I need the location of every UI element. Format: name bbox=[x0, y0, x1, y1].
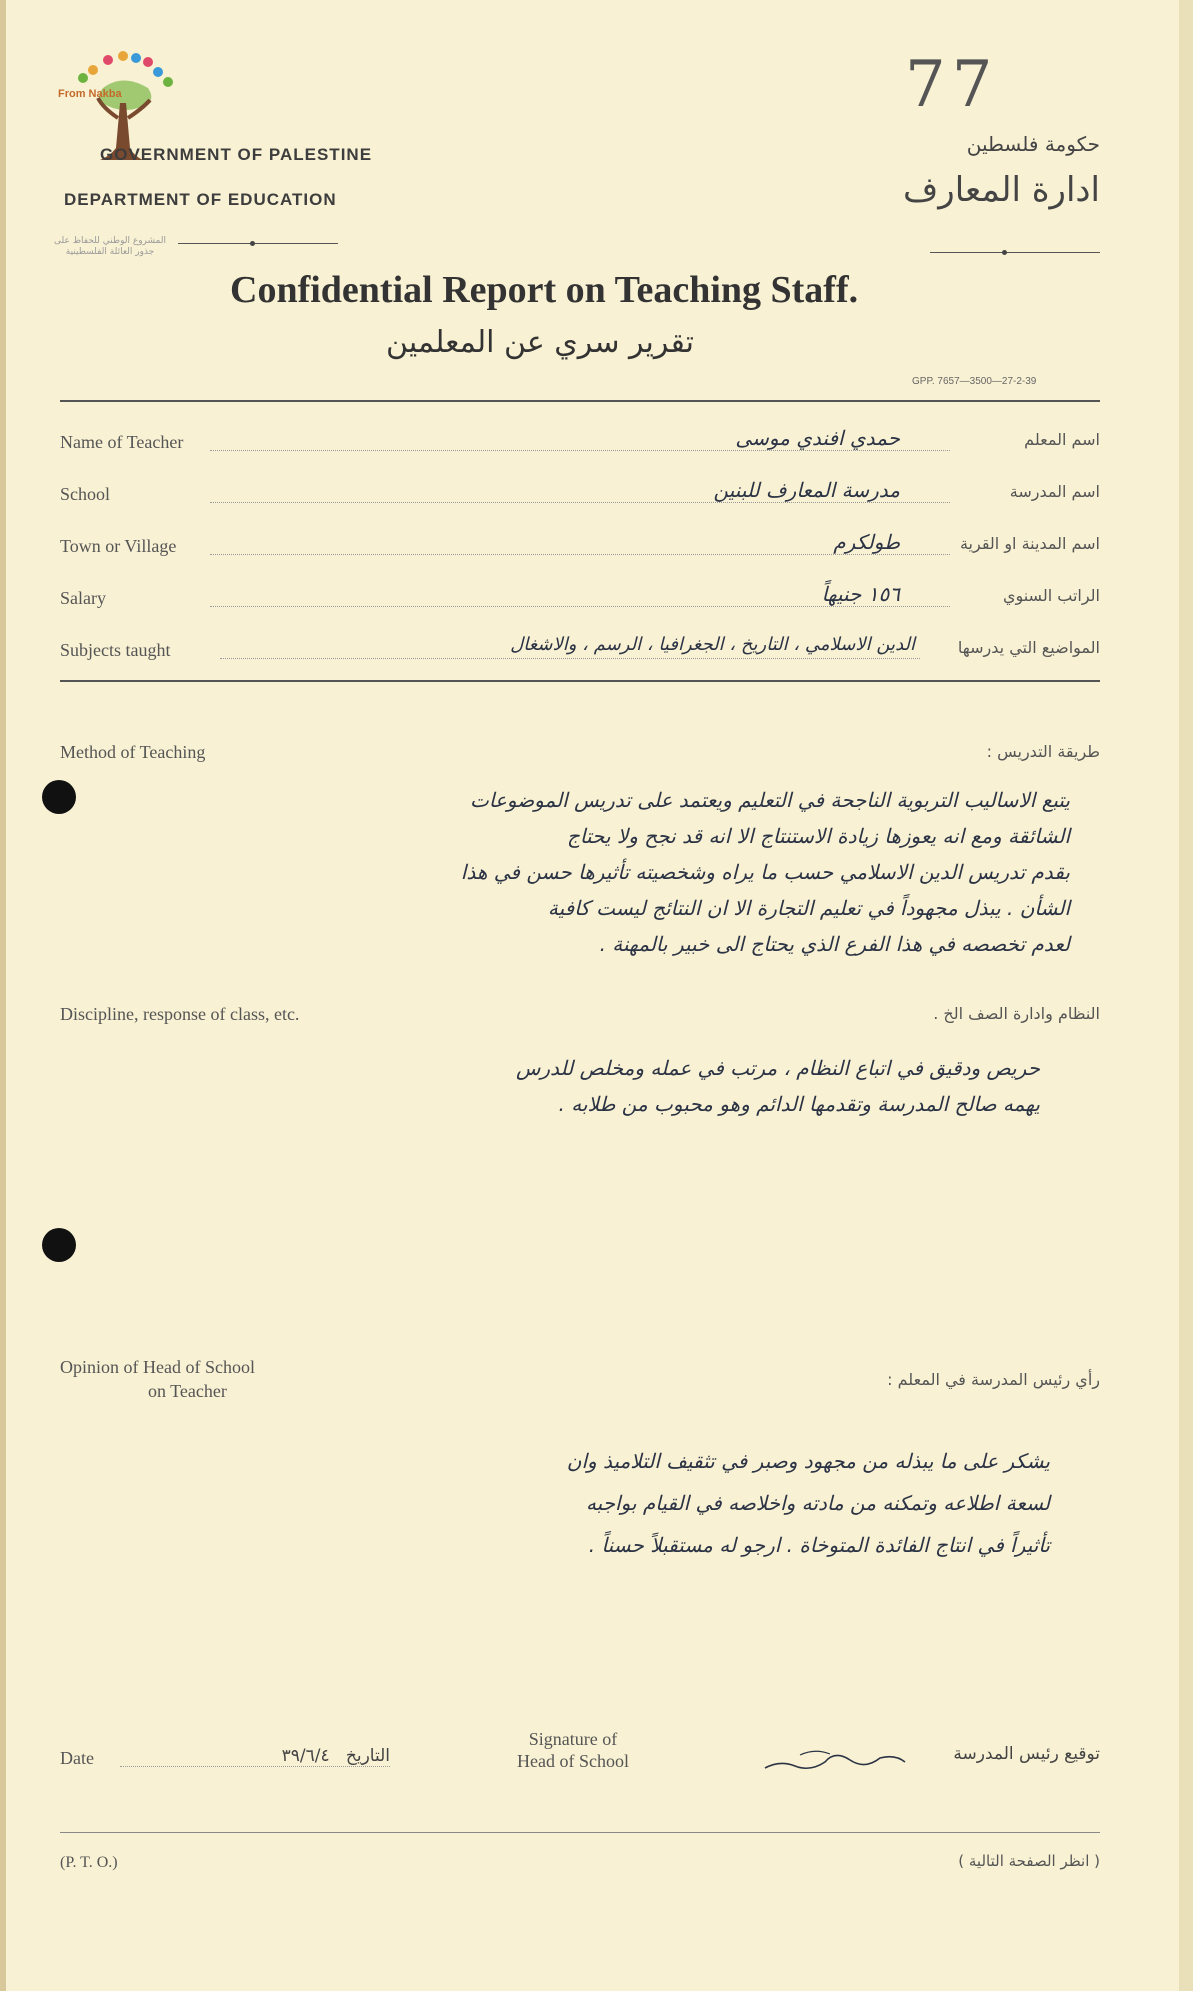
date-field bbox=[120, 1746, 390, 1767]
field-label-en: Town or Village bbox=[60, 536, 177, 556]
field-salary bbox=[60, 584, 1100, 624]
date-label-en: Date bbox=[60, 1748, 94, 1768]
opinion-line: تأثيراً في انتاج الفائدة المتوخاة . ارجو له مستقبلاً حسناً . bbox=[588, 1533, 1050, 1557]
field-value: طولكرم bbox=[833, 530, 900, 554]
field-name-of-teacher bbox=[60, 428, 1100, 468]
method-line: الشائقة ومع انه يعوزها زيادة الاستنتاج الا انه قد نجح ولا يحتاج bbox=[567, 824, 1070, 848]
field-subjects-taught bbox=[60, 636, 1100, 676]
opinion-label-ar: رأي رئيس المدرسة في المعلم : bbox=[887, 1370, 1100, 1389]
method-label-en: Method of Teaching bbox=[60, 742, 206, 762]
pto-note: (P. T. O.) bbox=[60, 1854, 118, 1871]
signature-label-en bbox=[488, 1728, 658, 1772]
logo-caption: المشروع الوطني للحفاظ على جذور العائلة الفلسطينية bbox=[53, 236, 166, 257]
signature-label-line: Head of School bbox=[517, 1751, 629, 1771]
department-heading-ar: ادارة المعارف bbox=[903, 170, 1100, 210]
discipline-line: حريص ودقيق في اتباع النظام ، مرتب في عمله ومخلص للدرس bbox=[515, 1056, 1040, 1080]
field-label-en: School bbox=[60, 484, 111, 504]
discipline-line: يهمه صالح المدرسة وتقدمها الدائم وهو محبوب من طلابه . bbox=[558, 1092, 1040, 1116]
paper-edge-right bbox=[1179, 0, 1193, 1991]
paper-edge-left bbox=[0, 0, 6, 1991]
punch-hole bbox=[42, 1228, 76, 1262]
field-school bbox=[60, 480, 1100, 520]
field-label-ar: اسم المدرسة bbox=[1009, 482, 1100, 501]
signature-label-ar: توقيع رئيس المدرسة bbox=[953, 1744, 1100, 1764]
field-dots bbox=[220, 658, 920, 659]
field-label-ar: الراتب السنوي bbox=[1002, 586, 1100, 605]
field-label-en: Salary bbox=[60, 588, 106, 608]
opinion-label-line: Opinion of Head of School bbox=[60, 1357, 255, 1377]
discipline-label-en: Discipline, response of class, etc. bbox=[60, 1004, 300, 1024]
field-value: مدرسة المعارف للبنين bbox=[713, 478, 900, 502]
print-code: GPP. 7657—3500—27-2-39 bbox=[912, 376, 1037, 387]
method-line: يتبع الاساليب التربوية الناجحة في التعليم ويعتمد على تدريس الموضوعات bbox=[470, 788, 1070, 812]
method-label-ar: طريقة التدريس : bbox=[986, 742, 1100, 761]
method-line: بقدم تدريس الدين الاسلامي حسب ما يراه وشخصيته تأثيرها حسن في هذا bbox=[460, 860, 1070, 884]
opinion-line: لسعة اطلاعه وتمكنه من مادته واخلاصه في القيام بواجبه bbox=[585, 1491, 1050, 1515]
method-line: الشأن . يبذل مجهوداً في تعليم التجارة الا ان النتائج ليست كافية bbox=[547, 896, 1070, 920]
field-label-en: Subjects taught bbox=[60, 640, 171, 660]
field-label-en: Name of Teacher bbox=[60, 432, 184, 452]
field-label-ar: المواضيع التي يدرسها bbox=[957, 638, 1100, 657]
department-heading-en: DEPARTMENT OF EDUCATION bbox=[64, 190, 337, 209]
opinion-label-en bbox=[60, 1355, 255, 1403]
logo-wordmark: From Nakba bbox=[58, 88, 122, 100]
opinion-text bbox=[150, 1440, 1050, 1566]
field-value: الدين الاسلامي ، التاريخ ، الجغرافيا ، الرسم ، والاشغال bbox=[510, 634, 915, 655]
field-value: ١٥٦ جنيهاً bbox=[821, 582, 900, 606]
signature-mark bbox=[760, 1740, 910, 1780]
report-title-en: Confidential Report on Teaching Staff. bbox=[230, 269, 859, 311]
date-value: ٣٩/٦/٤ bbox=[281, 1746, 330, 1766]
field-dots bbox=[210, 606, 950, 607]
form-top-rule bbox=[60, 400, 1100, 402]
header-rule-left bbox=[178, 243, 338, 244]
field-town-or-village bbox=[60, 532, 1100, 572]
next-page-note-ar: ( انظر الصفحة التالية ) bbox=[958, 1852, 1100, 1870]
government-heading-en: GOVERNMENT OF PALESTINE bbox=[100, 145, 373, 164]
date-label-ar: التاريخ bbox=[345, 1746, 390, 1766]
header-rule-right bbox=[930, 252, 1100, 253]
field-label-ar: اسم المعلم bbox=[1024, 430, 1100, 449]
opinion-label-line: on Teacher bbox=[148, 1381, 227, 1401]
footer-rule bbox=[60, 1832, 1100, 1833]
discipline-text bbox=[180, 1050, 1040, 1122]
government-heading-ar: حكومة فلسطين bbox=[966, 132, 1100, 156]
opinion-line: يشكر على ما يبذله من مجهود وصبر في تثقيف التلاميذ وان bbox=[566, 1449, 1050, 1473]
discipline-label-ar: النظام وادارة الصف الخ . bbox=[933, 1004, 1100, 1023]
field-dots bbox=[210, 502, 950, 503]
field-dots bbox=[210, 554, 950, 555]
method-text bbox=[70, 782, 1070, 962]
field-dots bbox=[210, 450, 950, 451]
report-title-ar: تقرير سري عن المعلمين bbox=[386, 325, 694, 360]
signature-label-line: Signature of bbox=[528, 1729, 618, 1749]
page-number: 77 bbox=[905, 48, 999, 122]
field-value: حمدي افندي موسى bbox=[735, 426, 900, 450]
method-line: لعدم تخصصه في هذا الفرع الذي يحتاج الى خبير بالمهنة . bbox=[599, 932, 1070, 956]
form-fields-bottom-rule bbox=[60, 680, 1100, 682]
field-label-ar: اسم المدينة او القرية bbox=[959, 534, 1100, 553]
